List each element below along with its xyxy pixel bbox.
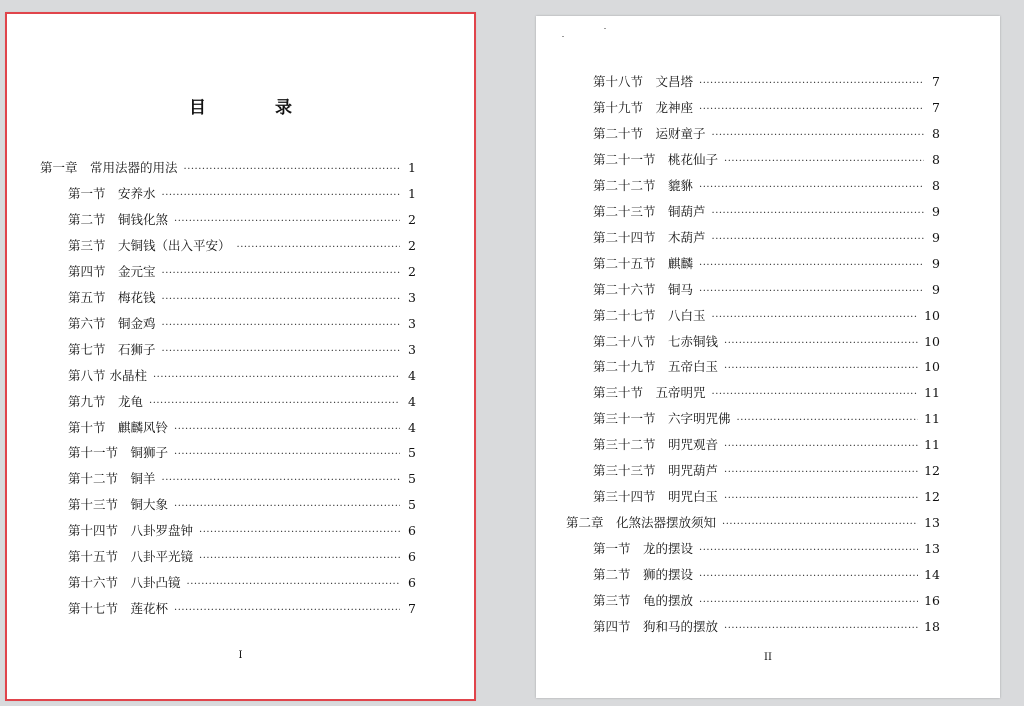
document-page-2[interactable] bbox=[536, 16, 1000, 698]
toc-entry-label: 第二十四节 木葫芦 bbox=[593, 229, 706, 245]
dot-leader bbox=[699, 594, 918, 612]
toc-section-entry[interactable] bbox=[593, 462, 940, 480]
toc-entry-page-number: 9 bbox=[932, 255, 940, 271]
scan-speck bbox=[562, 36, 564, 37]
dot-leader bbox=[712, 127, 924, 145]
toc-entry-label: 第二十六节 铜马 bbox=[593, 281, 694, 297]
dot-leader bbox=[712, 231, 924, 249]
toc-entry-page-number: 3 bbox=[408, 289, 416, 305]
toc-entry-label: 第三十四节 明咒白玉 bbox=[593, 489, 719, 505]
page-number: II bbox=[764, 652, 772, 663]
toc-entry-page-number: 11 bbox=[924, 437, 940, 453]
toc-entry-page-number: 7 bbox=[932, 74, 940, 89]
toc-entry-page-number: 4 bbox=[408, 393, 416, 409]
dot-leader bbox=[724, 360, 918, 378]
toc-entry-page-number: 11 bbox=[924, 385, 940, 401]
toc-entry-label: 第三十三节 明咒葫芦 bbox=[593, 463, 719, 479]
dot-leader bbox=[199, 524, 400, 542]
toc-section-entry[interactable] bbox=[593, 358, 940, 376]
dot-leader bbox=[162, 291, 400, 309]
toc-entry-page-number: 1 bbox=[408, 160, 416, 175]
toc-section-entry[interactable] bbox=[68, 237, 416, 255]
toc-entry-page-number: 7 bbox=[408, 601, 416, 617]
toc-entry-page-number: 5 bbox=[408, 497, 416, 513]
toc-section-entry[interactable] bbox=[593, 307, 940, 325]
toc-entry-page-number: 16 bbox=[924, 593, 940, 608]
toc-entry-page-number: 2 bbox=[408, 263, 416, 279]
toc-entry-label: 第十四节 八卦罗盘钟 bbox=[68, 523, 194, 539]
toc-section-entry[interactable] bbox=[593, 333, 940, 351]
toc-entry-page-number: 9 bbox=[932, 203, 940, 219]
toc-entry-label: 第二节 狮的摆设 bbox=[593, 567, 694, 583]
toc-entry-page-number: 4 bbox=[408, 367, 416, 383]
toc-entry-page-number: 18 bbox=[924, 618, 940, 634]
dot-leader bbox=[724, 490, 918, 508]
dot-leader bbox=[174, 602, 400, 620]
dot-leader bbox=[699, 179, 924, 197]
toc-entry-label: 第二十八节 七赤铜钱 bbox=[593, 333, 719, 349]
toc-section-entry[interactable] bbox=[593, 592, 940, 610]
dot-leader bbox=[712, 309, 919, 327]
toc-entry-page-number: 12 bbox=[924, 463, 940, 479]
toc-entry-page-number: 6 bbox=[408, 523, 416, 539]
toc-section-entry[interactable] bbox=[593, 203, 940, 221]
toc-title: 目 录 bbox=[189, 98, 318, 118]
dot-leader bbox=[199, 550, 400, 568]
dot-leader bbox=[162, 472, 400, 490]
toc-section-entry[interactable] bbox=[593, 73, 940, 91]
toc-section-entry[interactable] bbox=[593, 566, 940, 584]
toc-entry-page-number: 13 bbox=[924, 515, 940, 531]
dot-leader bbox=[724, 620, 918, 638]
dot-leader bbox=[699, 101, 924, 119]
toc-section-entry[interactable] bbox=[593, 540, 940, 558]
toc-entry-label: 第二十三节 铜葫芦 bbox=[593, 203, 706, 219]
toc-entry-page-number: 8 bbox=[932, 177, 940, 193]
toc-section-entry[interactable] bbox=[68, 211, 416, 229]
toc-entry-label: 第二十二节 貔貅 bbox=[593, 177, 694, 193]
dot-leader bbox=[724, 464, 918, 482]
dot-leader bbox=[737, 412, 919, 430]
toc-entry-page-number: 9 bbox=[932, 229, 940, 245]
dot-leader bbox=[722, 516, 918, 534]
toc-entry-label: 第五节 梅花钱 bbox=[68, 289, 156, 305]
toc-entry-page-number: 3 bbox=[408, 315, 416, 331]
dot-leader bbox=[162, 187, 400, 205]
toc-entry-page-number: 5 bbox=[408, 471, 416, 487]
toc-section-entry[interactable] bbox=[593, 177, 940, 195]
toc-entry-label: 第一节 龙的摆设 bbox=[593, 541, 694, 557]
toc-entry-label: 第三节 大铜钱（出入平安） bbox=[68, 237, 231, 253]
toc-entry-label: 第八节 水晶柱 bbox=[68, 367, 147, 383]
toc-entry-label: 第二十七节 八白玉 bbox=[593, 307, 706, 323]
toc-entry-label: 第十八节 文昌塔 bbox=[593, 74, 694, 89]
toc-entry-label: 第十一节 铜狮子 bbox=[68, 445, 169, 461]
toc-entry-label: 第九节 龙龟 bbox=[68, 393, 144, 409]
toc-section-entry[interactable] bbox=[68, 341, 416, 359]
dot-leader bbox=[699, 568, 918, 586]
toc-entry-label: 第十二节 铜羊 bbox=[68, 471, 156, 487]
toc-entry-label: 第二十九节 五帝白玉 bbox=[593, 359, 719, 375]
scan-speck bbox=[604, 28, 606, 29]
document-page-1[interactable] bbox=[6, 13, 475, 700]
toc-entry-page-number: 5 bbox=[408, 445, 416, 461]
toc-section-entry[interactable] bbox=[593, 281, 940, 299]
toc-entry-page-number: 7 bbox=[932, 99, 940, 115]
toc-entry-label: 第三节 龟的摆放 bbox=[593, 593, 694, 608]
toc-section-entry[interactable] bbox=[593, 125, 940, 143]
toc-section-entry[interactable] bbox=[593, 410, 940, 428]
dot-leader bbox=[162, 265, 400, 283]
dot-leader bbox=[712, 386, 919, 404]
toc-section-entry[interactable] bbox=[68, 185, 416, 203]
dot-leader bbox=[184, 161, 400, 179]
toc-entry-page-number: 2 bbox=[408, 237, 416, 253]
toc-entry-page-number: 10 bbox=[924, 307, 940, 323]
toc-entry-label: 第六节 铜金鸡 bbox=[68, 315, 156, 331]
dot-leader bbox=[174, 421, 400, 439]
toc-entry-page-number: 6 bbox=[408, 549, 416, 565]
toc-entry-label: 第十节 麒麟风铃 bbox=[68, 419, 169, 435]
toc-entry-label: 第七节 石狮子 bbox=[68, 341, 156, 357]
dot-leader bbox=[699, 542, 918, 560]
toc-entry-label: 第十六节 八卦凸镜 bbox=[68, 575, 181, 591]
toc-chapter-entry[interactable] bbox=[566, 514, 940, 532]
toc-entry-label: 第二十一节 桃花仙子 bbox=[593, 151, 719, 167]
dot-leader bbox=[162, 317, 400, 335]
toc-section-entry[interactable] bbox=[593, 255, 940, 273]
toc-entry-page-number: 1 bbox=[408, 185, 416, 201]
toc-section-entry[interactable] bbox=[593, 151, 940, 169]
toc-entry-label: 第二章 化煞法器摆放须知 bbox=[566, 515, 717, 531]
toc-entry-page-number: 13 bbox=[924, 541, 940, 557]
toc-entry-label: 第三十二节 明咒观音 bbox=[593, 437, 719, 453]
toc-section-entry[interactable] bbox=[593, 384, 940, 402]
toc-entry-page-number: 9 bbox=[932, 281, 940, 297]
toc-section-entry[interactable] bbox=[68, 393, 416, 411]
dot-leader bbox=[153, 369, 400, 387]
toc-entry-label: 第十三节 铜大象 bbox=[68, 497, 169, 513]
toc-entry-label: 第一章 常用法器的用法 bbox=[40, 160, 178, 175]
toc-section-entry[interactable] bbox=[593, 488, 940, 506]
toc-section-entry[interactable] bbox=[68, 419, 416, 437]
dot-leader bbox=[712, 205, 924, 223]
dot-leader bbox=[724, 153, 924, 171]
toc-section-entry[interactable] bbox=[68, 470, 416, 488]
toc-entry-page-number: 3 bbox=[408, 341, 416, 357]
toc-section-entry[interactable] bbox=[68, 263, 416, 281]
dot-leader bbox=[174, 498, 400, 516]
toc-entry-label: 第二十节 运财童子 bbox=[593, 125, 706, 141]
toc-entry-label: 第三十节 五帝明咒 bbox=[593, 385, 706, 401]
toc-entry-page-number: 11 bbox=[924, 411, 940, 427]
toc-section-entry[interactable] bbox=[593, 436, 940, 454]
toc-entry-label: 第三十一节 六字明咒佛 bbox=[593, 411, 731, 427]
toc-section-entry[interactable] bbox=[593, 99, 940, 117]
dot-leader bbox=[174, 446, 400, 464]
toc-section-entry[interactable] bbox=[68, 600, 416, 618]
toc-entry-label: 第四节 狗和马的摆放 bbox=[593, 618, 719, 634]
toc-entry-label: 第十七节 莲花杯 bbox=[68, 601, 169, 617]
toc-section-entry[interactable] bbox=[593, 618, 940, 636]
toc-entry-page-number: 8 bbox=[932, 151, 940, 167]
page-number: I bbox=[238, 650, 243, 661]
toc-entry-page-number: 14 bbox=[924, 567, 940, 583]
toc-entry-page-number: 8 bbox=[932, 125, 940, 141]
toc-entry-page-number: 2 bbox=[408, 211, 416, 227]
toc-section-entry[interactable] bbox=[68, 548, 416, 566]
toc-entry-label: 第二十五节 麒麟 bbox=[593, 255, 694, 271]
toc-chapter-entry[interactable] bbox=[40, 159, 416, 177]
toc-entry-page-number: 6 bbox=[408, 575, 416, 591]
dot-leader bbox=[174, 213, 400, 231]
dot-leader bbox=[237, 239, 400, 257]
dot-leader bbox=[187, 576, 400, 594]
toc-entry-page-number: 12 bbox=[924, 489, 940, 505]
toc-section-entry[interactable] bbox=[68, 496, 416, 514]
toc-entry-label: 第十五节 八卦平光镜 bbox=[68, 549, 194, 565]
toc-section-entry[interactable] bbox=[68, 522, 416, 540]
toc-section-entry[interactable] bbox=[68, 289, 416, 307]
dot-leader bbox=[149, 395, 400, 413]
dot-leader bbox=[724, 438, 918, 456]
dot-leader bbox=[699, 283, 924, 301]
dot-leader bbox=[162, 343, 400, 361]
toc-entry-page-number: 10 bbox=[924, 333, 940, 349]
toc-entry-page-number: 4 bbox=[408, 419, 416, 435]
toc-section-entry[interactable] bbox=[68, 367, 416, 385]
toc-section-entry[interactable] bbox=[68, 444, 416, 462]
dot-leader bbox=[724, 335, 918, 353]
toc-entry-label: 第一节 安养水 bbox=[68, 185, 156, 201]
dot-leader bbox=[699, 257, 924, 275]
toc-entry-label: 第二节 铜钱化煞 bbox=[68, 211, 169, 227]
toc-section-entry[interactable] bbox=[68, 574, 416, 592]
dot-leader bbox=[699, 75, 924, 93]
toc-section-entry[interactable] bbox=[68, 315, 416, 333]
toc-section-entry[interactable] bbox=[593, 229, 940, 247]
toc-entry-label: 第十九节 龙神座 bbox=[593, 99, 694, 115]
toc-entry-label: 第四节 金元宝 bbox=[68, 263, 156, 279]
toc-entry-page-number: 10 bbox=[924, 359, 940, 375]
